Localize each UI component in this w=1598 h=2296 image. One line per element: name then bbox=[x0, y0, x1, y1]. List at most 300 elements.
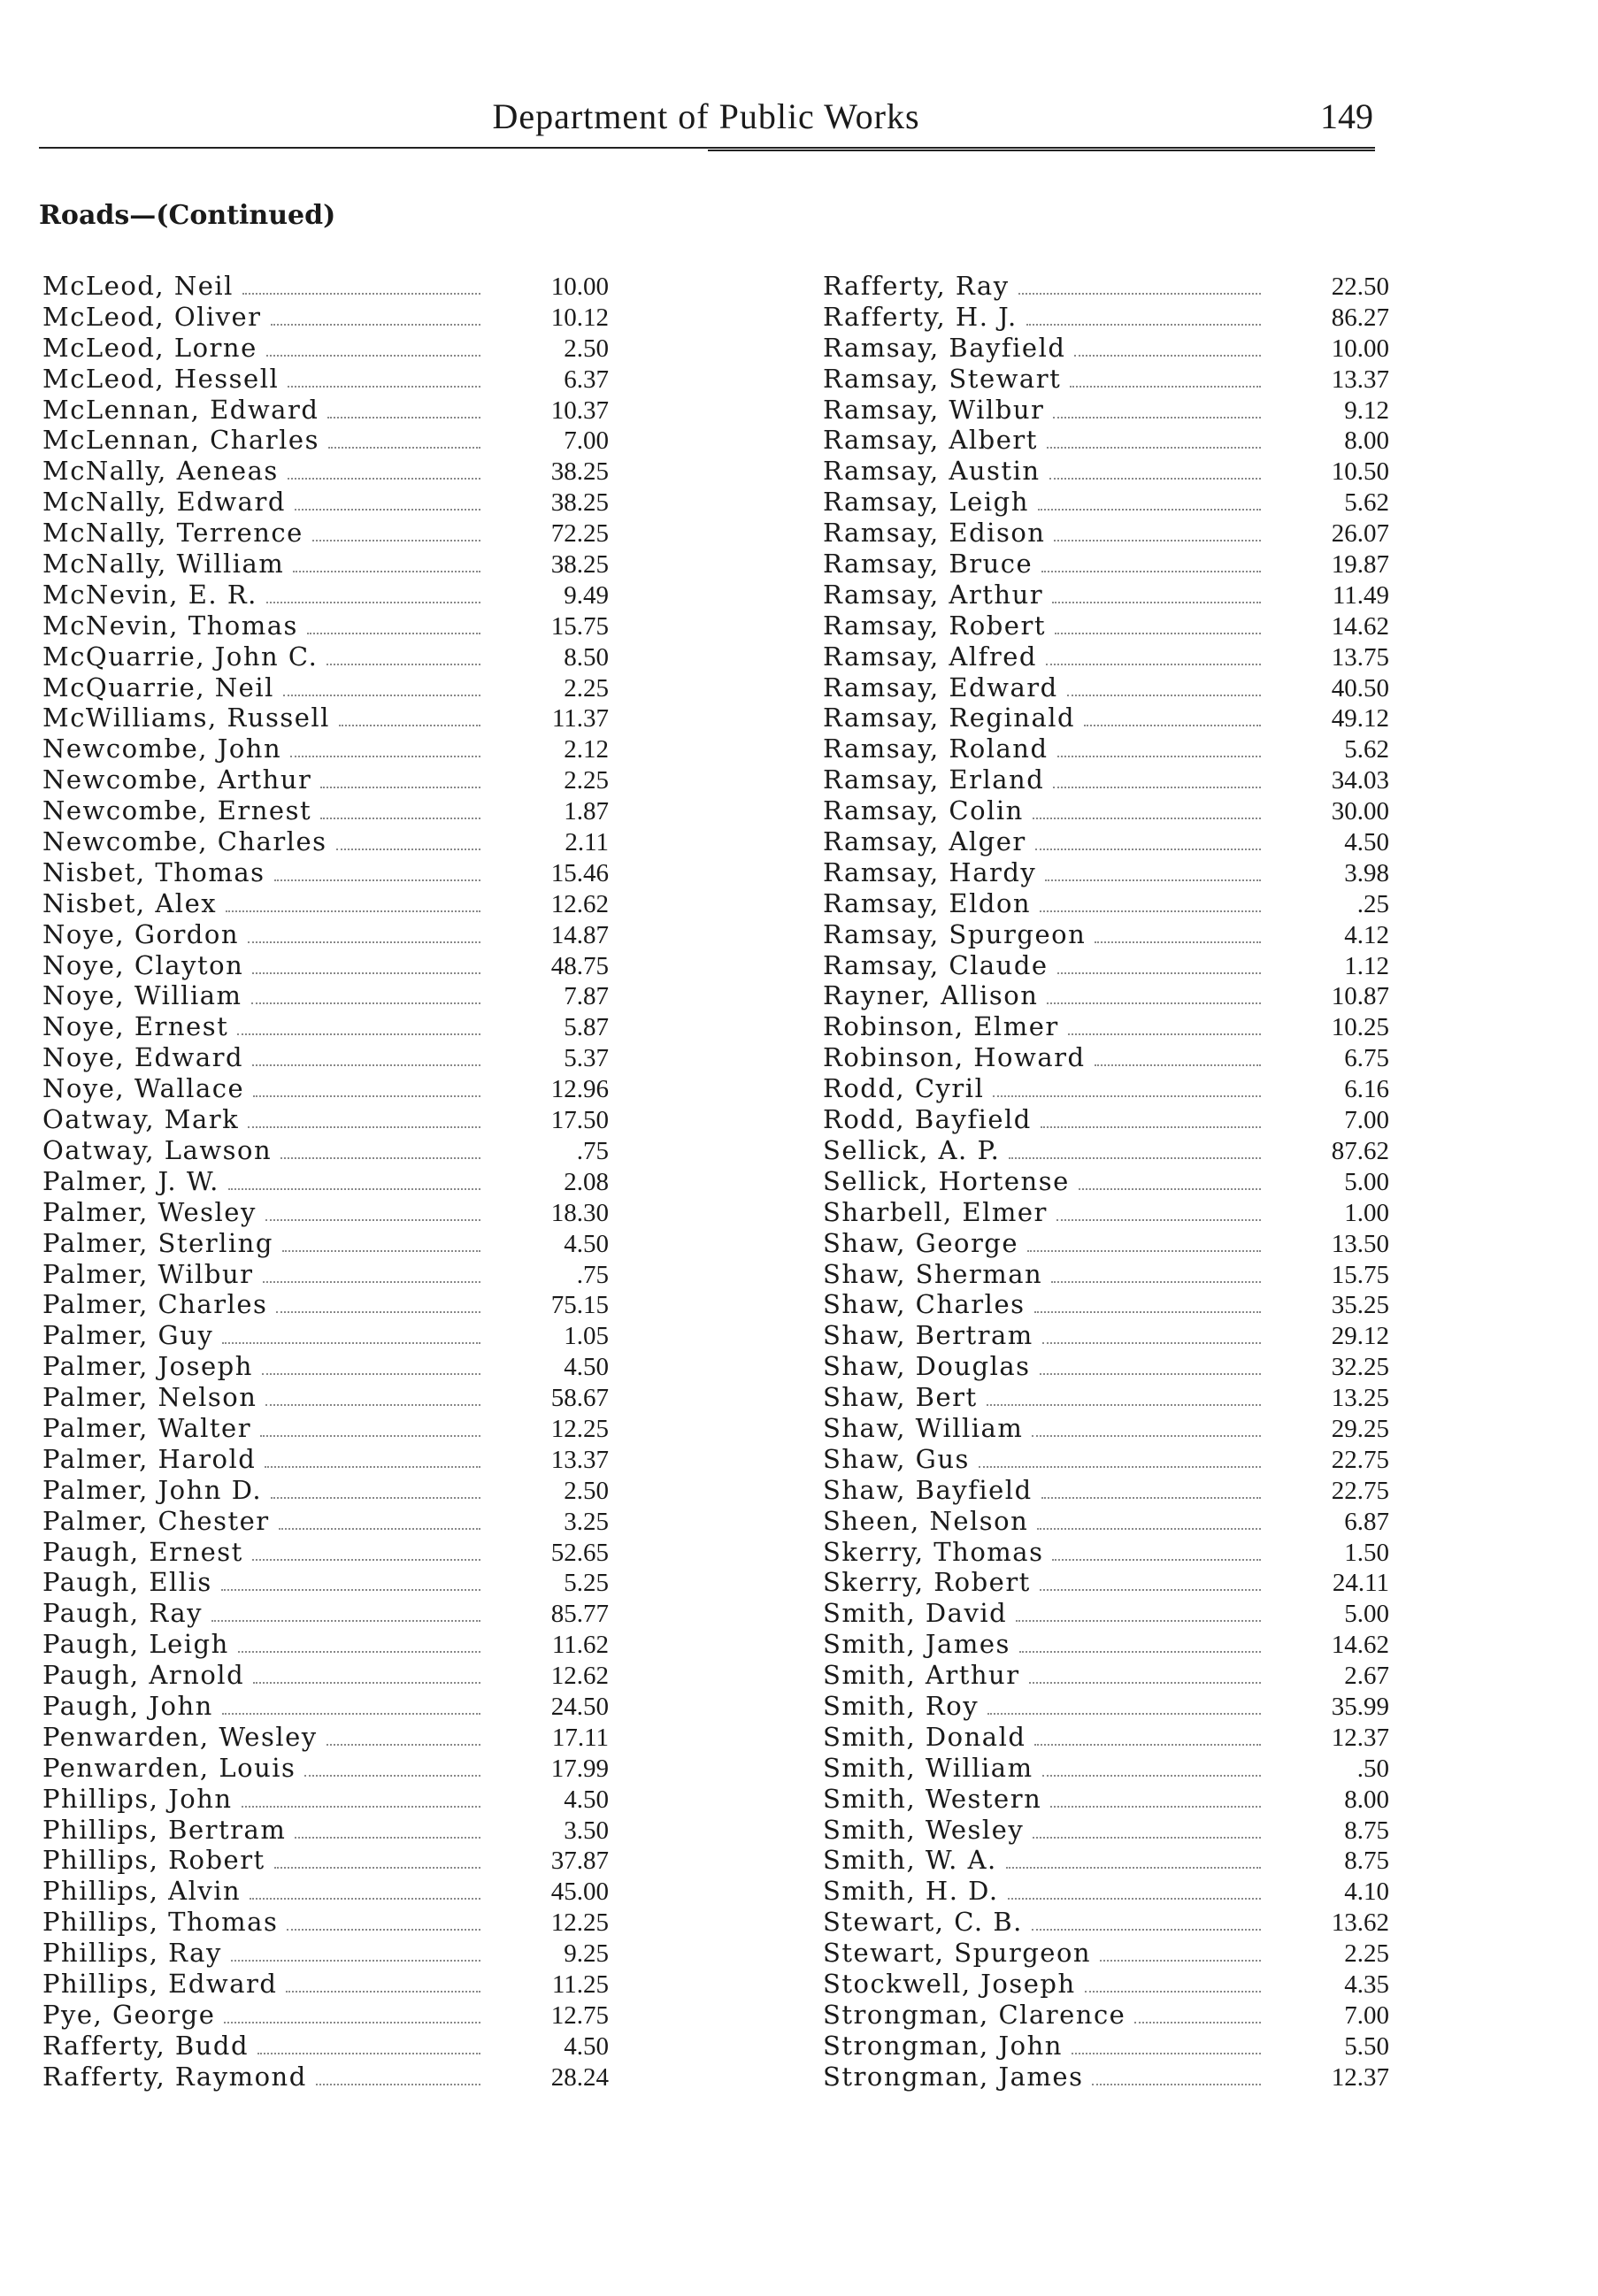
list-item bbox=[823, 1135, 1389, 1166]
entry-amount: 10.00 bbox=[1331, 334, 1389, 363]
entry-name: Shaw, Sherman bbox=[823, 1258, 1043, 1289]
dot-leader bbox=[253, 1094, 480, 1097]
list-item bbox=[823, 919, 1389, 950]
entry-amount: 7.00 bbox=[1344, 2000, 1389, 2030]
dot-leader bbox=[1079, 1187, 1261, 1190]
dot-leader bbox=[1085, 1990, 1261, 1993]
entry-name: Newcombe, Arthur bbox=[42, 764, 312, 795]
entry-name: McNevin, Thomas bbox=[42, 610, 298, 641]
entry-name: Penwarden, Wesley bbox=[42, 1721, 318, 1752]
list-item bbox=[42, 333, 609, 364]
entry-amount: 13.25 bbox=[1331, 1384, 1389, 1413]
entry-amount: 3.25 bbox=[564, 1507, 609, 1536]
list-item bbox=[823, 1289, 1389, 1320]
entry-name: Newcombe, John bbox=[42, 733, 282, 764]
list-item bbox=[42, 764, 609, 795]
entry-amount: 35.25 bbox=[1331, 1291, 1389, 1320]
list-item bbox=[823, 1042, 1389, 1073]
entry-name: Palmer, Charles bbox=[42, 1289, 268, 1320]
list-item bbox=[42, 1259, 609, 1290]
list-item bbox=[823, 1166, 1389, 1197]
entry-name: Phillips, Robert bbox=[42, 1845, 265, 1876]
list-item bbox=[42, 826, 609, 857]
dot-leader bbox=[221, 1588, 480, 1591]
entry-name: Newcombe, Charles bbox=[42, 826, 327, 857]
list-item bbox=[42, 1382, 609, 1413]
entry-name: Smith, David bbox=[823, 1598, 1008, 1629]
entry-name: McNally, Edward bbox=[42, 487, 286, 518]
list-item bbox=[823, 1660, 1389, 1691]
dot-leader bbox=[265, 1465, 480, 1468]
entry-amount: 6.75 bbox=[1344, 1044, 1389, 1073]
entry-name: Paugh, Ray bbox=[42, 1598, 204, 1629]
entry-name: Shaw, George bbox=[823, 1227, 1019, 1258]
list-item bbox=[823, 1413, 1389, 1444]
dot-leader bbox=[231, 1959, 480, 1962]
entry-amount: 49.12 bbox=[1331, 704, 1389, 733]
entry-amount: 14.62 bbox=[1331, 1631, 1389, 1660]
dot-leader bbox=[1084, 724, 1261, 726]
dot-leader bbox=[1051, 1280, 1261, 1283]
entry-name: Skerry, Thomas bbox=[823, 1536, 1044, 1567]
dot-leader bbox=[1067, 694, 1261, 696]
dot-leader bbox=[987, 1712, 1261, 1715]
list-item bbox=[823, 980, 1389, 1011]
list-item bbox=[42, 1815, 609, 1846]
entry-amount: 10.37 bbox=[550, 395, 609, 425]
entry-name: Paugh, Ernest bbox=[42, 1536, 243, 1567]
entry-amount: 4.50 bbox=[564, 1229, 609, 1258]
dot-leader bbox=[1072, 2052, 1261, 2054]
list-item bbox=[823, 795, 1389, 826]
list-item bbox=[823, 1691, 1389, 1722]
entry-amount: 1.00 bbox=[1344, 1198, 1389, 1227]
entry-amount: 4.12 bbox=[1344, 920, 1389, 949]
list-item bbox=[823, 1259, 1389, 1290]
entry-amount: 5.50 bbox=[1344, 2031, 1389, 2061]
list-item bbox=[42, 2031, 609, 2062]
list-item bbox=[42, 1660, 609, 1691]
entry-name: Rafferty, Budd bbox=[42, 2030, 250, 2061]
entry-name: McLeod, Neil bbox=[42, 271, 234, 301]
dot-leader bbox=[1095, 1064, 1261, 1066]
list-item bbox=[42, 610, 609, 641]
list-item bbox=[42, 1042, 609, 1073]
list-item bbox=[42, 980, 609, 1011]
list-item bbox=[42, 1567, 609, 1598]
list-item bbox=[823, 703, 1389, 733]
list-item bbox=[42, 302, 609, 333]
entry-name: Ramsay, Claude bbox=[823, 949, 1049, 980]
entry-amount: 12.96 bbox=[550, 1075, 609, 1104]
entry-amount: 19.87 bbox=[1331, 550, 1389, 580]
list-item bbox=[823, 395, 1389, 426]
dot-leader bbox=[1006, 1866, 1261, 1869]
list-item bbox=[823, 610, 1389, 641]
dot-leader bbox=[1047, 1002, 1261, 1004]
list-item bbox=[823, 1320, 1389, 1351]
dot-leader bbox=[280, 1156, 480, 1159]
dot-leader bbox=[252, 971, 480, 974]
list-item bbox=[42, 888, 609, 919]
entry-amount: 10.25 bbox=[1331, 1013, 1389, 1042]
dot-leader bbox=[1019, 1650, 1261, 1653]
entry-amount: 1.50 bbox=[1344, 1538, 1389, 1567]
dot-leader bbox=[265, 1218, 480, 1221]
list-item bbox=[42, 1320, 609, 1351]
entry-name: Phillips, John bbox=[42, 1783, 233, 1814]
entry-name: Ramsay, Alfred bbox=[823, 641, 1037, 672]
entry-name: Shaw, Gus bbox=[823, 1443, 970, 1474]
entry-name: Rafferty, H. J. bbox=[823, 301, 1018, 332]
page-header bbox=[39, 88, 1373, 150]
entry-name: Ramsay, Robert bbox=[823, 610, 1046, 641]
entry-name: Ramsay, Albert bbox=[823, 425, 1038, 456]
list-item bbox=[42, 1506, 609, 1537]
list-item bbox=[42, 2062, 609, 2093]
list-item bbox=[42, 1135, 609, 1166]
dot-leader bbox=[293, 570, 480, 572]
entry-amount: 4.50 bbox=[1344, 828, 1389, 857]
entry-name: McLennan, Edward bbox=[42, 394, 319, 425]
dot-leader bbox=[1054, 539, 1261, 541]
dot-leader bbox=[312, 539, 480, 541]
dot-leader bbox=[295, 508, 480, 511]
entry-amount: 38.25 bbox=[550, 457, 609, 487]
entry-amount: 2.11 bbox=[565, 828, 609, 857]
entry-amount: 6.16 bbox=[1344, 1075, 1389, 1104]
entry-name: Phillips, Edward bbox=[42, 1968, 278, 1999]
entry-name: Rodd, Cyril bbox=[823, 1073, 985, 1104]
entry-amount: 3.98 bbox=[1344, 858, 1389, 887]
dot-leader bbox=[271, 1496, 480, 1499]
entry-name: Stockwell, Joseph bbox=[823, 1968, 1076, 1999]
entry-amount: 13.50 bbox=[1331, 1229, 1389, 1258]
entry-amount: 11.37 bbox=[551, 704, 609, 733]
entry-name: Ramsay, Stewart bbox=[823, 363, 1062, 394]
entry-name: Paugh, John bbox=[42, 1690, 213, 1721]
entry-amount: 15.75 bbox=[1331, 1260, 1389, 1289]
dot-leader bbox=[1057, 755, 1261, 757]
dot-leader bbox=[288, 477, 480, 480]
entry-amount: .25 bbox=[1356, 889, 1389, 918]
entry-name: Shaw, William bbox=[823, 1412, 1024, 1443]
list-item bbox=[823, 2031, 1389, 2062]
entry-amount: 22.50 bbox=[1331, 273, 1389, 301]
dot-leader bbox=[242, 1805, 480, 1808]
entry-amount: 1.12 bbox=[1344, 951, 1389, 980]
entry-name: Ramsay, Austin bbox=[823, 456, 1041, 487]
entry-name: Ramsay, Spurgeon bbox=[823, 918, 1087, 949]
list-item bbox=[823, 1104, 1389, 1135]
entry-amount: 12.62 bbox=[550, 889, 609, 918]
dot-leader bbox=[1040, 1588, 1261, 1591]
dot-leader bbox=[286, 1990, 480, 1993]
entry-name: McNally, Terrence bbox=[42, 518, 303, 549]
dot-leader bbox=[274, 1866, 480, 1869]
list-item bbox=[42, 1166, 609, 1197]
list-item bbox=[42, 2000, 609, 2031]
entry-name: Ramsay, Erland bbox=[823, 764, 1045, 795]
entry-name: Pye, George bbox=[42, 1999, 216, 2030]
dot-leader bbox=[257, 2052, 480, 2054]
list-item bbox=[42, 1753, 609, 1784]
list-item bbox=[823, 1567, 1389, 1598]
entry-name: Penwarden, Louis bbox=[42, 1752, 296, 1783]
entry-amount: 2.25 bbox=[564, 766, 609, 795]
entry-amount: 12.37 bbox=[1331, 2062, 1389, 2092]
list-item bbox=[42, 1629, 609, 1660]
entry-amount: 5.37 bbox=[564, 1044, 609, 1073]
entry-amount: 2.25 bbox=[1344, 1939, 1389, 1969]
dot-leader bbox=[252, 1064, 480, 1066]
entry-name: Strongman, Clarence bbox=[823, 1999, 1126, 2030]
entry-amount: 40.50 bbox=[1331, 673, 1389, 703]
entry-amount: 8.50 bbox=[564, 642, 609, 672]
dot-leader bbox=[1035, 848, 1261, 850]
dot-leader bbox=[1032, 1928, 1261, 1931]
list-item bbox=[42, 1845, 609, 1876]
list-item bbox=[42, 1784, 609, 1815]
entry-name: Strongman, John bbox=[823, 2030, 1063, 2061]
list-item bbox=[42, 672, 609, 703]
list-item bbox=[823, 1815, 1389, 1846]
entry-amount: .75 bbox=[576, 1136, 609, 1165]
entry-name: Stewart, Spurgeon bbox=[823, 1938, 1092, 1969]
list-item bbox=[823, 580, 1389, 610]
dot-leader bbox=[1134, 2021, 1261, 2023]
entry-amount: 4.50 bbox=[564, 2031, 609, 2061]
entry-amount: 4.35 bbox=[1344, 1970, 1389, 1999]
list-item bbox=[42, 703, 609, 733]
dot-leader bbox=[1041, 1125, 1261, 1128]
list-item bbox=[823, 672, 1389, 703]
entry-name: Noye, Wallace bbox=[42, 1073, 245, 1104]
entry-name: Robinson, Elmer bbox=[823, 1011, 1059, 1042]
list-item bbox=[42, 1598, 609, 1629]
dot-leader bbox=[287, 1928, 480, 1931]
dot-leader bbox=[271, 323, 480, 326]
entry-amount: 1.87 bbox=[564, 797, 609, 826]
dot-leader bbox=[339, 724, 480, 726]
entry-name: Smith, H. D. bbox=[823, 1876, 999, 1907]
entry-amount: 5.00 bbox=[1344, 1167, 1389, 1196]
list-item bbox=[823, 1444, 1389, 1475]
entry-name: Paugh, Leigh bbox=[42, 1629, 229, 1660]
entry-name: Palmer, Wilbur bbox=[42, 1258, 254, 1289]
entry-amount: 75.15 bbox=[550, 1291, 609, 1320]
dot-leader bbox=[224, 2021, 480, 2023]
list-item bbox=[823, 1475, 1389, 1506]
entry-amount: 15.46 bbox=[550, 858, 609, 887]
entry-amount: 26.07 bbox=[1331, 519, 1389, 549]
list-item bbox=[42, 395, 609, 426]
dot-leader bbox=[1027, 1249, 1261, 1252]
dot-leader bbox=[1026, 323, 1261, 326]
entry-name: Newcombe, Ernest bbox=[42, 795, 312, 826]
list-item bbox=[823, 1011, 1389, 1042]
dot-leader bbox=[1008, 1897, 1261, 1900]
entry-amount: 58.67 bbox=[550, 1384, 609, 1413]
dot-leader bbox=[1053, 416, 1261, 419]
entry-name: Palmer, Nelson bbox=[42, 1382, 257, 1413]
dot-leader bbox=[1034, 1310, 1262, 1313]
entry-amount: 8.75 bbox=[1344, 1847, 1389, 1876]
list-item bbox=[42, 1938, 609, 1969]
entry-amount: 14.62 bbox=[1331, 611, 1389, 641]
list-item bbox=[42, 487, 609, 518]
entry-name: Rayner, Allison bbox=[823, 980, 1039, 1011]
list-item bbox=[823, 1382, 1389, 1413]
dot-leader bbox=[222, 1712, 480, 1715]
dot-leader bbox=[328, 446, 480, 449]
entry-amount: 13.62 bbox=[1331, 1908, 1389, 1938]
list-item bbox=[42, 1073, 609, 1104]
list-item bbox=[42, 795, 609, 826]
entry-name: Rodd, Bayfield bbox=[823, 1104, 1032, 1135]
list-item bbox=[42, 857, 609, 888]
dot-leader bbox=[1037, 1527, 1261, 1530]
dot-leader bbox=[1040, 910, 1261, 912]
entry-amount: 9.25 bbox=[564, 1939, 609, 1969]
entry-name: Ramsay, Alger bbox=[823, 826, 1026, 857]
list-item bbox=[823, 1228, 1389, 1259]
dot-leader bbox=[320, 817, 480, 819]
list-item bbox=[42, 271, 609, 302]
entry-name: Nisbet, Alex bbox=[42, 887, 218, 918]
entry-name: Shaw, Bayfield bbox=[823, 1474, 1033, 1505]
entry-name: Ramsay, Wilbur bbox=[823, 394, 1045, 425]
entry-name: McNally, Aeneas bbox=[42, 456, 279, 487]
list-item bbox=[823, 733, 1389, 764]
entry-name: McLeod, Hessell bbox=[42, 363, 280, 394]
list-item bbox=[42, 580, 609, 610]
dot-leader bbox=[1047, 446, 1261, 449]
entry-amount: 13.75 bbox=[1331, 642, 1389, 672]
entry-amount: 12.25 bbox=[550, 1414, 609, 1443]
list-item bbox=[42, 1351, 609, 1382]
entry-name: Smith, Wesley bbox=[823, 1814, 1025, 1845]
dot-leader bbox=[336, 848, 480, 850]
entry-name: Palmer, John D. bbox=[42, 1474, 263, 1505]
entry-name: Noye, Gordon bbox=[42, 918, 240, 949]
entry-amount: 12.62 bbox=[550, 1662, 609, 1691]
list-item bbox=[823, 1629, 1389, 1660]
dot-leader bbox=[276, 1310, 480, 1313]
right-column-list bbox=[823, 271, 1389, 2093]
entry-amount: 12.25 bbox=[550, 1908, 609, 1938]
dot-leader bbox=[237, 1033, 480, 1035]
list-item bbox=[823, 857, 1389, 888]
entry-name: McLeod, Oliver bbox=[42, 301, 262, 332]
list-item bbox=[823, 1969, 1389, 2000]
dot-leader bbox=[316, 2083, 480, 2085]
dot-leader bbox=[1056, 1218, 1261, 1221]
entry-name: McQuarrie, Neil bbox=[42, 672, 274, 703]
dot-leader bbox=[1041, 570, 1261, 572]
entry-name: Sellick, A. P. bbox=[823, 1134, 1001, 1165]
dot-leader bbox=[290, 755, 480, 757]
list-item bbox=[42, 456, 609, 487]
entry-amount: 52.65 bbox=[550, 1538, 609, 1567]
list-item bbox=[823, 549, 1389, 580]
entry-name: Sharbell, Elmer bbox=[823, 1196, 1048, 1227]
entry-amount: 11.25 bbox=[551, 1970, 609, 1999]
entry-amount: 10.50 bbox=[1331, 457, 1389, 487]
entry-amount: 45.00 bbox=[550, 1877, 609, 1907]
entry-name: Ramsay, Hardy bbox=[823, 856, 1037, 887]
dot-leader bbox=[266, 601, 480, 603]
entry-name: Palmer, J. W. bbox=[42, 1165, 219, 1196]
entry-name: Strongman, James bbox=[823, 2061, 1084, 2092]
entry-amount: 4.10 bbox=[1344, 1877, 1389, 1907]
list-item bbox=[823, 518, 1389, 549]
entry-amount: 24.50 bbox=[550, 1692, 609, 1721]
entry-name: Ramsay, Edison bbox=[823, 518, 1046, 549]
dot-leader bbox=[248, 1125, 480, 1128]
entry-amount: 37.87 bbox=[550, 1847, 609, 1876]
dot-leader bbox=[1074, 354, 1261, 357]
entry-amount: 87.62 bbox=[1331, 1136, 1389, 1165]
list-item bbox=[823, 364, 1389, 395]
entry-amount: 4.50 bbox=[564, 1353, 609, 1382]
entry-name: Ramsay, Roland bbox=[823, 733, 1049, 764]
entry-amount: 29.12 bbox=[1331, 1322, 1389, 1351]
list-item bbox=[823, 1845, 1389, 1876]
header-rule bbox=[39, 147, 1375, 149]
entry-amount: 8.75 bbox=[1344, 1816, 1389, 1845]
entry-name: Smith, Donald bbox=[823, 1721, 1026, 1752]
entry-amount: 5.62 bbox=[1344, 735, 1389, 764]
list-item bbox=[42, 1104, 609, 1135]
list-item bbox=[42, 733, 609, 764]
entry-amount: 5.62 bbox=[1344, 488, 1389, 518]
entry-name: Paugh, Arnold bbox=[42, 1660, 245, 1691]
entry-amount: 9.12 bbox=[1344, 395, 1389, 425]
entry-amount: 5.00 bbox=[1344, 1600, 1389, 1629]
entry-name: Ramsay, Bruce bbox=[823, 549, 1033, 580]
dot-leader bbox=[304, 1774, 480, 1777]
list-item bbox=[823, 1197, 1389, 1228]
dot-leader bbox=[1042, 1774, 1261, 1777]
entry-amount: 7.00 bbox=[564, 426, 609, 456]
dot-leader bbox=[993, 1094, 1261, 1097]
entry-name: Shaw, Douglas bbox=[823, 1351, 1031, 1382]
list-item bbox=[42, 1969, 609, 2000]
list-item bbox=[42, 1444, 609, 1475]
entry-name: Rafferty, Raymond bbox=[42, 2061, 307, 2092]
dot-leader bbox=[327, 663, 480, 665]
dot-leader bbox=[282, 1249, 480, 1252]
list-item bbox=[823, 2062, 1389, 2093]
list-item bbox=[823, 1784, 1389, 1815]
list-item bbox=[823, 1938, 1389, 1969]
entry-amount: 13.37 bbox=[1331, 365, 1389, 394]
entry-amount: 2.25 bbox=[564, 673, 609, 703]
dot-leader bbox=[1018, 292, 1261, 295]
entry-name: Ramsay, Arthur bbox=[823, 579, 1044, 610]
dot-leader bbox=[283, 694, 480, 696]
entry-name: Phillips, Ray bbox=[42, 1938, 222, 1969]
dot-leader bbox=[265, 1403, 480, 1406]
dot-leader bbox=[1053, 786, 1261, 788]
entry-name: Oatway, Lawson bbox=[42, 1134, 273, 1165]
entry-name: Paugh, Ellis bbox=[42, 1567, 212, 1598]
entry-amount: 30.00 bbox=[1331, 797, 1389, 826]
entry-amount: 17.99 bbox=[550, 1754, 609, 1783]
entry-amount: 10.87 bbox=[1331, 982, 1389, 1011]
entry-name: Phillips, Thomas bbox=[42, 1907, 279, 1938]
